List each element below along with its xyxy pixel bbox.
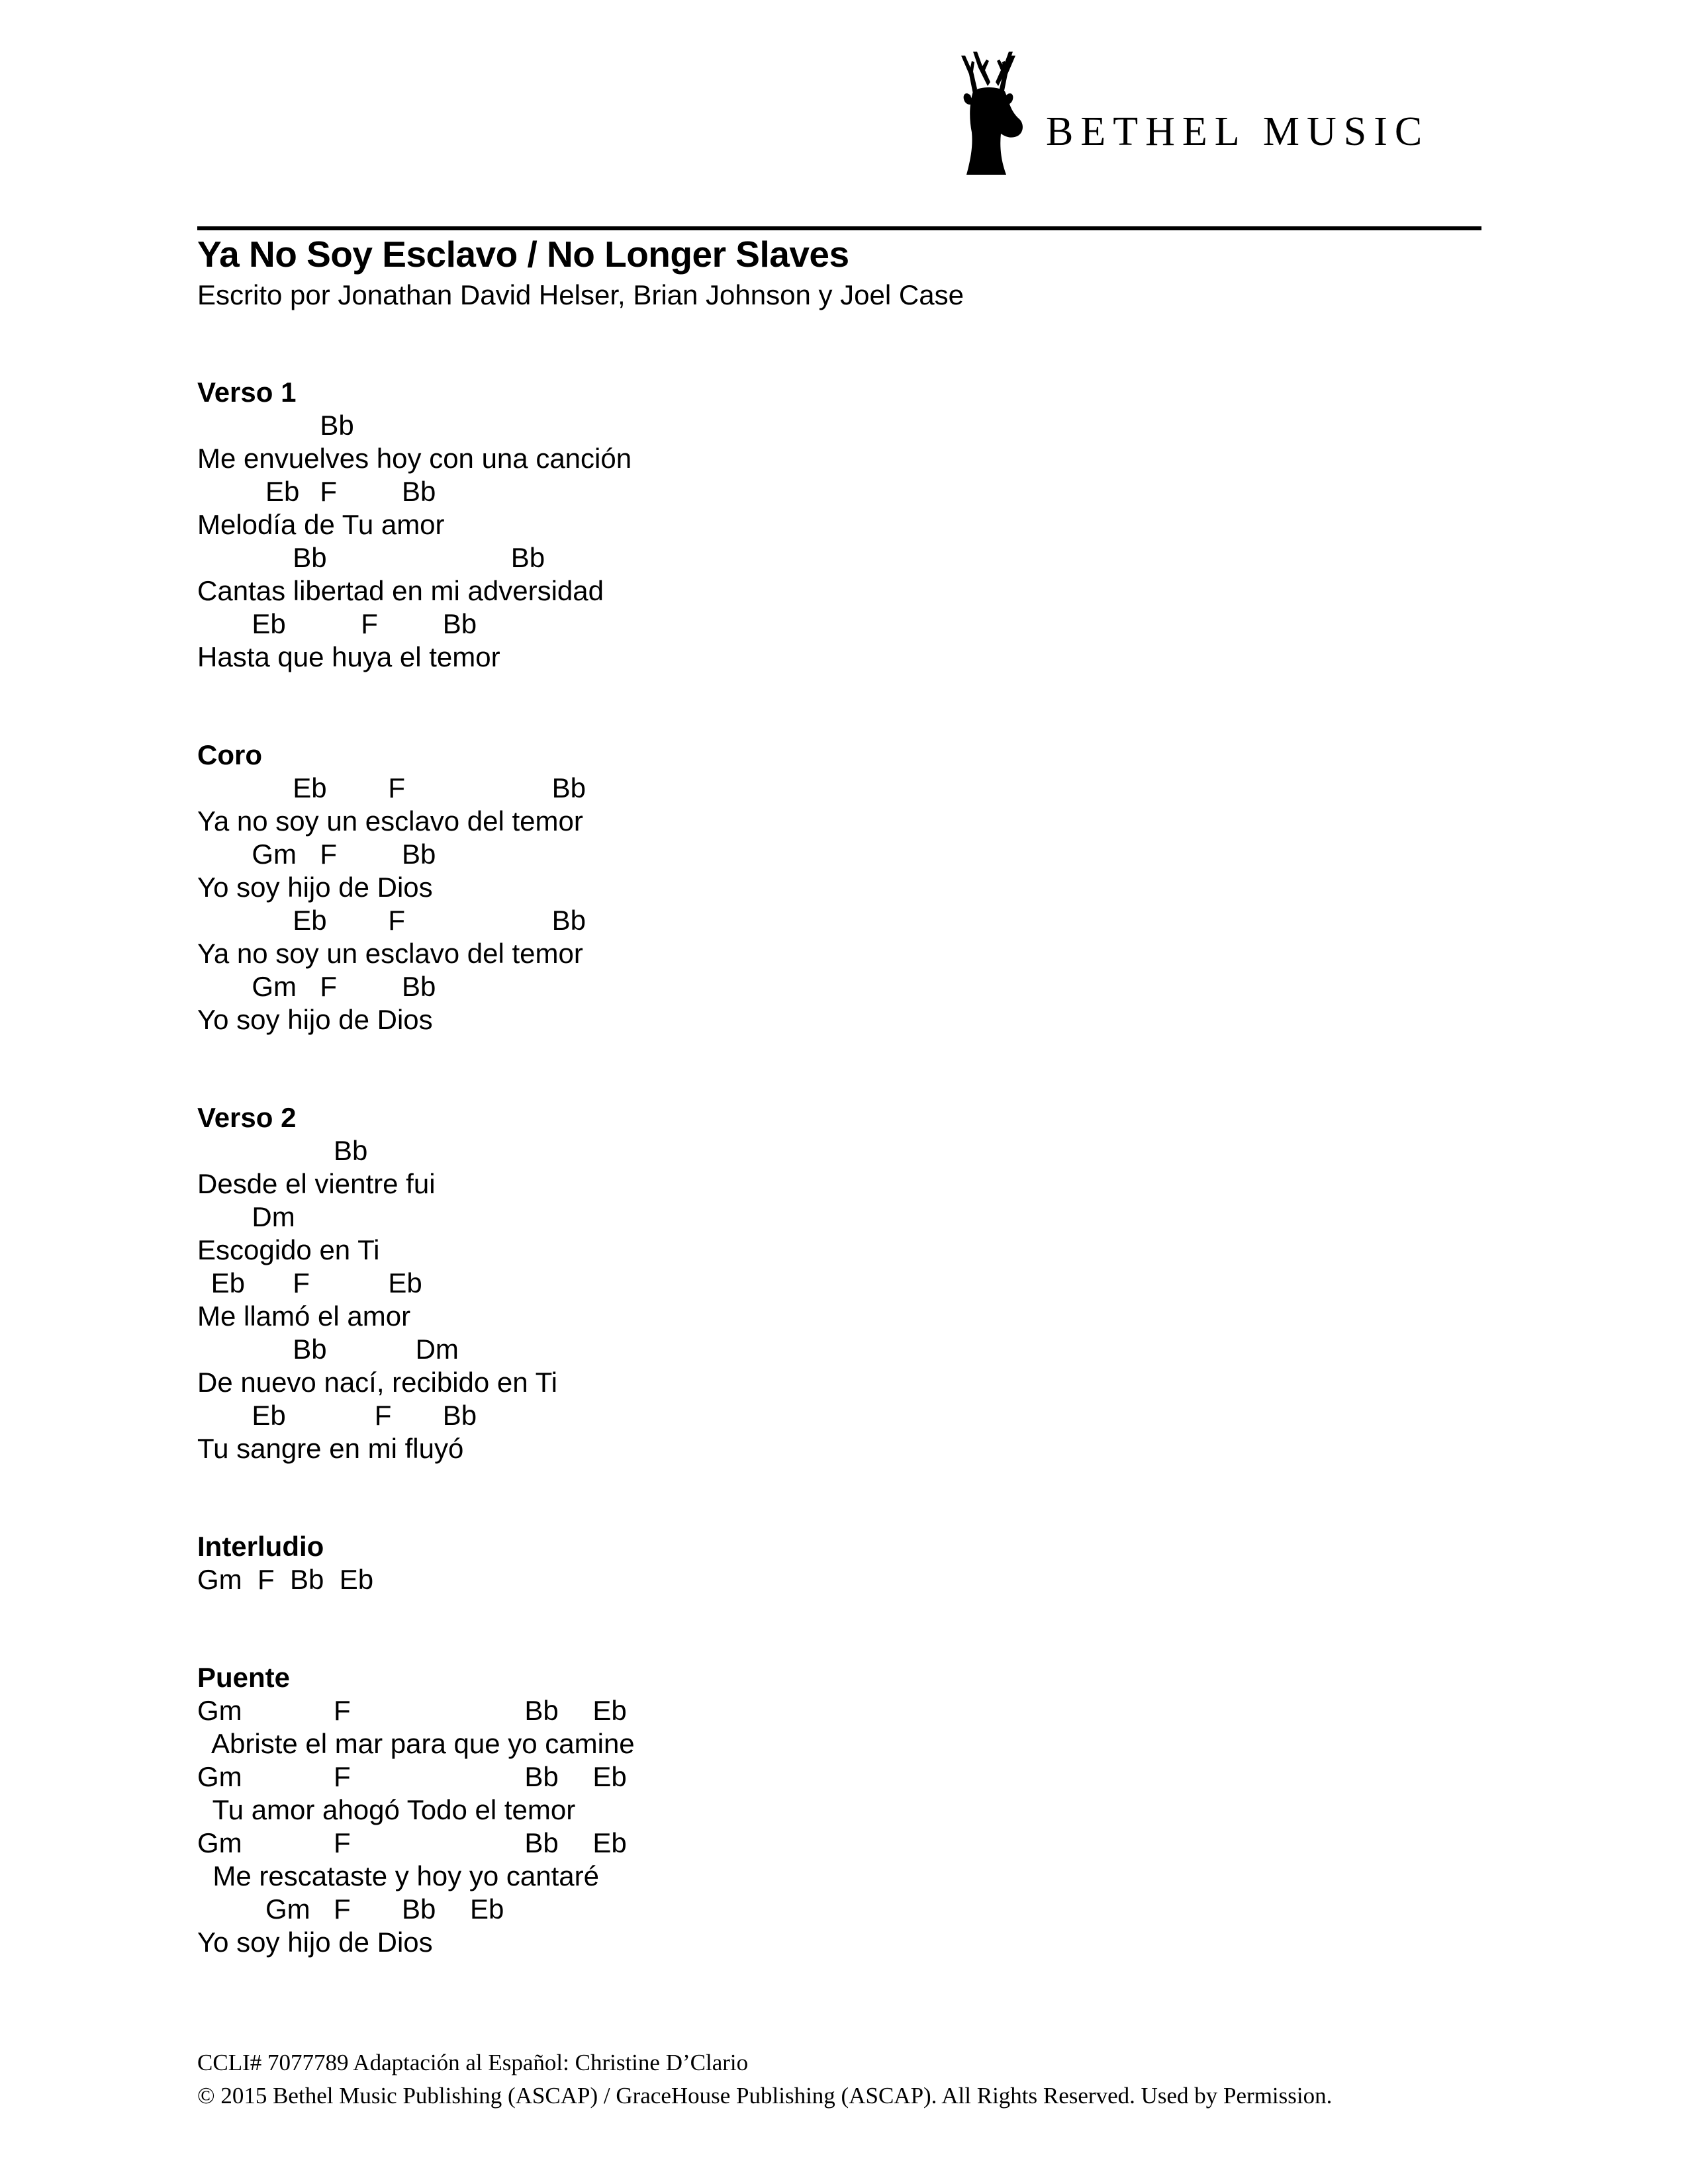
lyric-line: Melodía de Tu amor	[197, 509, 445, 540]
chord: Eb	[211, 1267, 245, 1298]
chord-row	[197, 904, 635, 937]
chord: Bb	[524, 1761, 559, 1792]
song-line	[197, 409, 635, 475]
chord: Eb	[470, 1893, 504, 1925]
chord: Eb	[293, 905, 327, 936]
chord: Eb	[252, 608, 286, 639]
chord: Bb	[551, 905, 586, 936]
song-line	[197, 1333, 635, 1399]
chord: Eb	[388, 1267, 422, 1298]
chord: Bb	[442, 1400, 477, 1431]
chord: F	[374, 1400, 392, 1431]
lyric-line: Escogido en Ti	[197, 1234, 380, 1265]
section-title: Coro	[197, 739, 262, 770]
brand-wordmark: BETHEL MUSIC	[1046, 109, 1430, 154]
song-line	[197, 1399, 635, 1465]
song-line	[197, 541, 635, 608]
chord-row	[197, 1694, 635, 1727]
chord-row	[197, 1893, 635, 1926]
ccli-line: CCLI# 7077789 Adaptación al Español: Christine D’Clario	[197, 2050, 749, 2075]
section-title: Verso 1	[197, 377, 297, 408]
lyric-line: Yo soy hijo de Dios	[197, 1927, 433, 1958]
chord: Gm	[252, 839, 297, 870]
chord-row	[197, 409, 635, 442]
chord: Bb	[442, 608, 477, 639]
song-line	[197, 608, 635, 674]
lyric-line: Desde el vientre fui	[197, 1168, 436, 1199]
song-line	[197, 1134, 635, 1201]
lyric-line: Yo soy hijo de Dios	[197, 1004, 433, 1035]
chord: Gm	[197, 1827, 242, 1858]
chord-row	[197, 772, 635, 805]
chord: Bb	[402, 1893, 436, 1925]
chord: F	[334, 1893, 351, 1925]
lyric-line: Yo soy hijo de Dios	[197, 872, 433, 903]
chord: Bb	[551, 772, 586, 803]
title-divider	[197, 226, 1481, 230]
song-line	[197, 1267, 635, 1333]
chord: F	[334, 1827, 351, 1858]
chord: F	[334, 1761, 351, 1792]
lyric-line: Ya no soy un esclavo del temor	[197, 805, 583, 837]
chord: F	[388, 905, 406, 936]
section-verso-1	[197, 376, 635, 674]
chord-row	[197, 1399, 635, 1432]
chord: Bb	[402, 839, 436, 870]
lyric-line: Abriste el mar para que yo camine	[197, 1728, 635, 1759]
lyric-line: Cantas libertad en mi adversidad	[197, 575, 604, 606]
song-line	[197, 1563, 635, 1596]
section-interludio	[197, 1530, 635, 1596]
chord: Dm	[415, 1334, 459, 1365]
song-line	[197, 475, 635, 541]
chord: Eb	[592, 1695, 627, 1726]
song-title: Ya No Soy Esclavo / No Longer Slaves	[197, 234, 849, 275]
section-title: Verso 2	[197, 1102, 297, 1133]
chord: F	[320, 476, 338, 507]
chord-row	[197, 475, 635, 508]
lyric-line: De nuevo nací, recibido en Ti	[197, 1367, 557, 1398]
chord: Bb	[524, 1695, 559, 1726]
song-line	[197, 1893, 635, 1959]
chord: Bb	[524, 1827, 559, 1858]
chord: F	[361, 608, 378, 639]
lyric-line: Gm F Bb Eb	[197, 1564, 374, 1595]
chord: Gm	[265, 1893, 310, 1925]
chord-row	[197, 1333, 635, 1366]
chord: Gm	[252, 971, 297, 1002]
section-title: Interludio	[197, 1531, 324, 1562]
chord-row	[197, 1267, 635, 1300]
chord: Gm	[197, 1761, 242, 1792]
song-line	[197, 1760, 635, 1827]
chord: Eb	[592, 1761, 627, 1792]
chord: Eb	[252, 1400, 286, 1431]
chord: Dm	[252, 1201, 295, 1232]
lyric-line: Ya no soy un esclavo del temor	[197, 938, 583, 969]
chord: F	[320, 839, 338, 870]
song-line	[197, 1694, 635, 1760]
chord: Eb	[592, 1827, 627, 1858]
chord-row	[197, 1201, 635, 1234]
chord: Eb	[293, 772, 327, 803]
chord-row	[197, 970, 635, 1003]
section-coro	[197, 739, 635, 1036]
deer-head-icon	[947, 48, 1029, 177]
chord: F	[388, 772, 406, 803]
song-line	[197, 772, 635, 838]
section-title: Puente	[197, 1662, 291, 1693]
section-puente	[197, 1661, 635, 1959]
chord-sheet	[197, 376, 635, 2024]
copyright-line: © 2015 Bethel Music Publishing (ASCAP) / GraceHouse Publishing (ASCAP). All Rights Reserved. Used by Permission.	[197, 2083, 1333, 2109]
song-credits: Escrito por Jonathan David Helser, Brian Johnson y Joel Case	[197, 279, 964, 310]
chord: Gm	[197, 1695, 242, 1726]
song-line	[197, 904, 635, 970]
chord: Eb	[265, 476, 300, 507]
section-verso-2	[197, 1101, 635, 1465]
chord: Bb	[510, 542, 545, 573]
chord: Bb	[293, 542, 327, 573]
song-line	[197, 838, 635, 904]
lyric-line: Tu amor ahogó Todo el temor	[197, 1794, 576, 1825]
chord-row	[197, 541, 635, 574]
footer	[197, 2046, 1332, 2113]
chord-row	[197, 1134, 635, 1167]
chord: F	[320, 971, 338, 1002]
chord: Bb	[334, 1135, 368, 1166]
lyric-line: Me llamó el amor	[197, 1300, 411, 1332]
chord-row	[197, 608, 635, 641]
chord: Bb	[402, 476, 436, 507]
chord: Bb	[293, 1334, 327, 1365]
lyric-line: Me envuelves hoy con una canción	[197, 443, 632, 474]
chord-row	[197, 1827, 635, 1860]
song-line	[197, 970, 635, 1036]
chord-row	[197, 838, 635, 871]
chord: F	[334, 1695, 351, 1726]
lyric-line: Me rescataste y hoy yo cantaré	[197, 1860, 599, 1891]
chord: Bb	[402, 971, 436, 1002]
chord: F	[293, 1267, 310, 1298]
lyric-line: Hasta que huya el temor	[197, 641, 500, 672]
chord-row	[197, 1760, 635, 1794]
song-line	[197, 1827, 635, 1893]
chord: Bb	[320, 410, 354, 441]
song-line	[197, 1201, 635, 1267]
lyric-line: Tu sangre en mi fluyó	[197, 1433, 464, 1464]
